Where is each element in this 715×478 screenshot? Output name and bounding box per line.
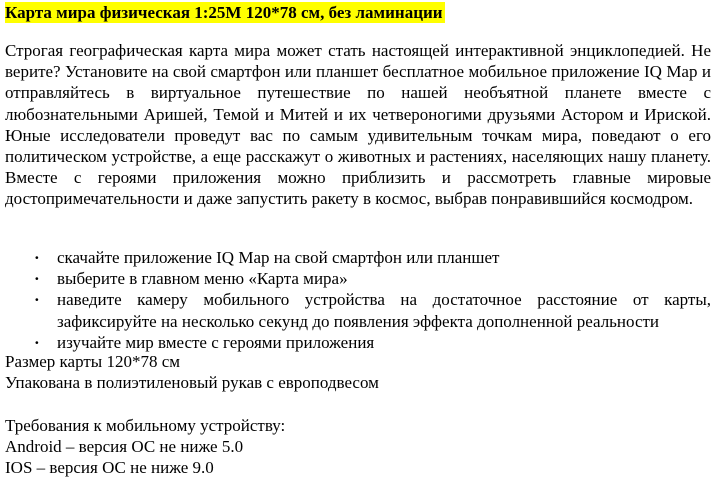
bullet-marker: · bbox=[34, 332, 40, 352]
bullet-marker: · bbox=[34, 269, 40, 289]
detail-line: Android – версия ОС не ниже 5.0 bbox=[5, 436, 244, 456]
list-item bbox=[5, 247, 711, 268]
bullet-marker: · bbox=[34, 248, 40, 267]
list-item bbox=[5, 268, 711, 289]
step-text: скачайте приложение IQ Map на свой смартфон или планшет bbox=[57, 248, 500, 267]
intro-paragraph: Строгая географическая карта мира может стать настоящей интерактивной энциклопедией. Не верите? Установите на свой смартфон или планшет бесплатное мобильное приложение IQ Map и отправляйтесь в виртуальное путешествие по нашей необъятной планете вместе с любознательными Аришей, Темой и Митей и их четвероногими друзьями Астором и Ириской. Юные исследователи проведут вас по самым удивительным точкам мира, поведают о его политическом устройстве, а еще расскажут о животных и растениях, населяющих нашу планету. Вместе с героями приложения можно приблизить и рассмотреть главные мировые достопримечательности и даже запустить ракету в космос, выбрав понравившийся космодром. bbox=[5, 41, 711, 209]
list-item bbox=[5, 332, 711, 353]
detail-line: Размер карты 120*78 см bbox=[5, 352, 181, 371]
bullet-marker: · bbox=[34, 290, 40, 310]
step-text: наведите камеру мобильного устройства на достаточное расстояние от карты, зафиксируйте на несколько секунд до появления эффекта дополненной реальности bbox=[57, 290, 711, 331]
detail-line: IOS – версия ОС не ниже 9.0 bbox=[5, 458, 214, 477]
list-item bbox=[5, 289, 711, 331]
details-list bbox=[5, 351, 379, 478]
step-text: изучайте мир вместе с героями приложения bbox=[57, 332, 375, 352]
steps-list bbox=[5, 247, 711, 353]
document-title: Карта мира физическая 1:25М 120*78 см, без ламинации bbox=[5, 3, 443, 22]
detail-line bbox=[5, 393, 379, 414]
step-text: выберите в главном меню «Карта мира» bbox=[57, 269, 348, 289]
detail-line: Упакована в полиэтиленовый рукав с европодвесом bbox=[5, 373, 379, 393]
detail-line: Требования к мобильному устройству: bbox=[5, 415, 286, 435]
